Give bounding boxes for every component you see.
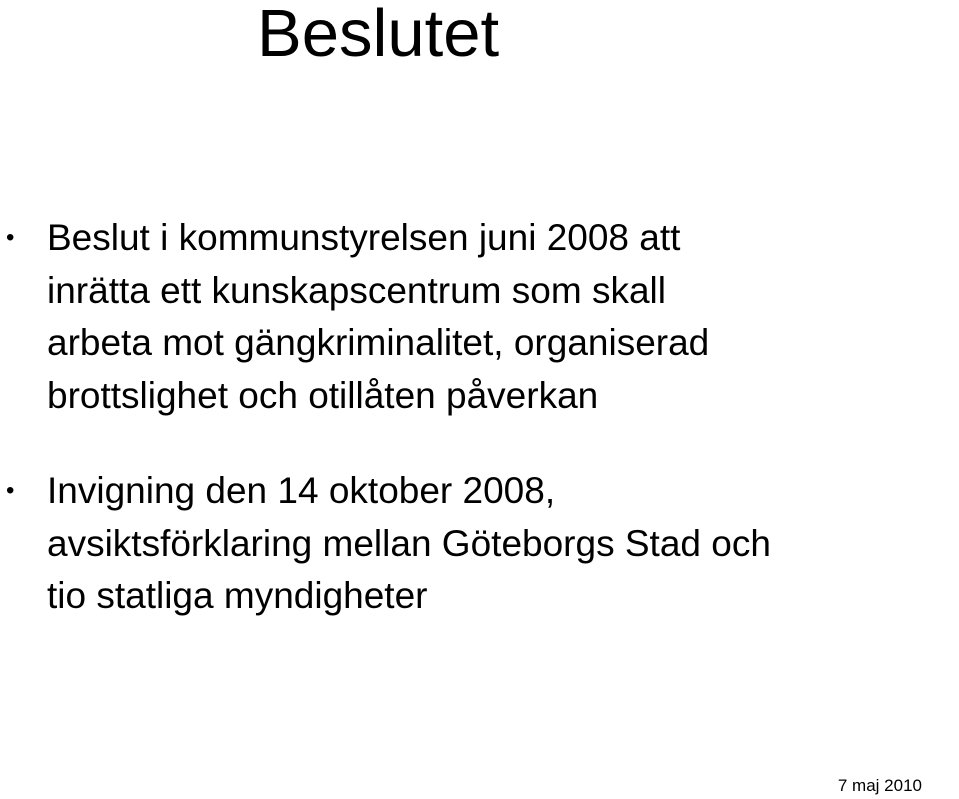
bullet-line: arbeta mot gängkriminalitet, organiserad xyxy=(47,322,710,363)
bullet-item-decision xyxy=(0,212,959,422)
bullet-icon: • xyxy=(6,477,15,504)
footer-date: 7 maj 2010 xyxy=(837,776,922,795)
slide-title: Beslutet xyxy=(257,0,500,71)
bullet-icon: • xyxy=(6,224,15,251)
bullet-line: inrätta ett kunskapscentrum som skall xyxy=(47,269,666,311)
bullet-line: Beslut i kommunstyrelsen juni 2008 att xyxy=(47,217,681,258)
bullet-item-inauguration xyxy=(0,465,959,623)
bullet-line: Invigning den 14 oktober 2008, xyxy=(47,470,556,511)
bullet-line: avsiktsförklaring mellan Göteborgs Stad och xyxy=(47,522,771,564)
bullet-line: brottslighet och otillåten påverkan xyxy=(47,374,599,416)
bullet-line: tio statliga myndigheter xyxy=(47,575,428,616)
bullet-list xyxy=(0,212,959,623)
